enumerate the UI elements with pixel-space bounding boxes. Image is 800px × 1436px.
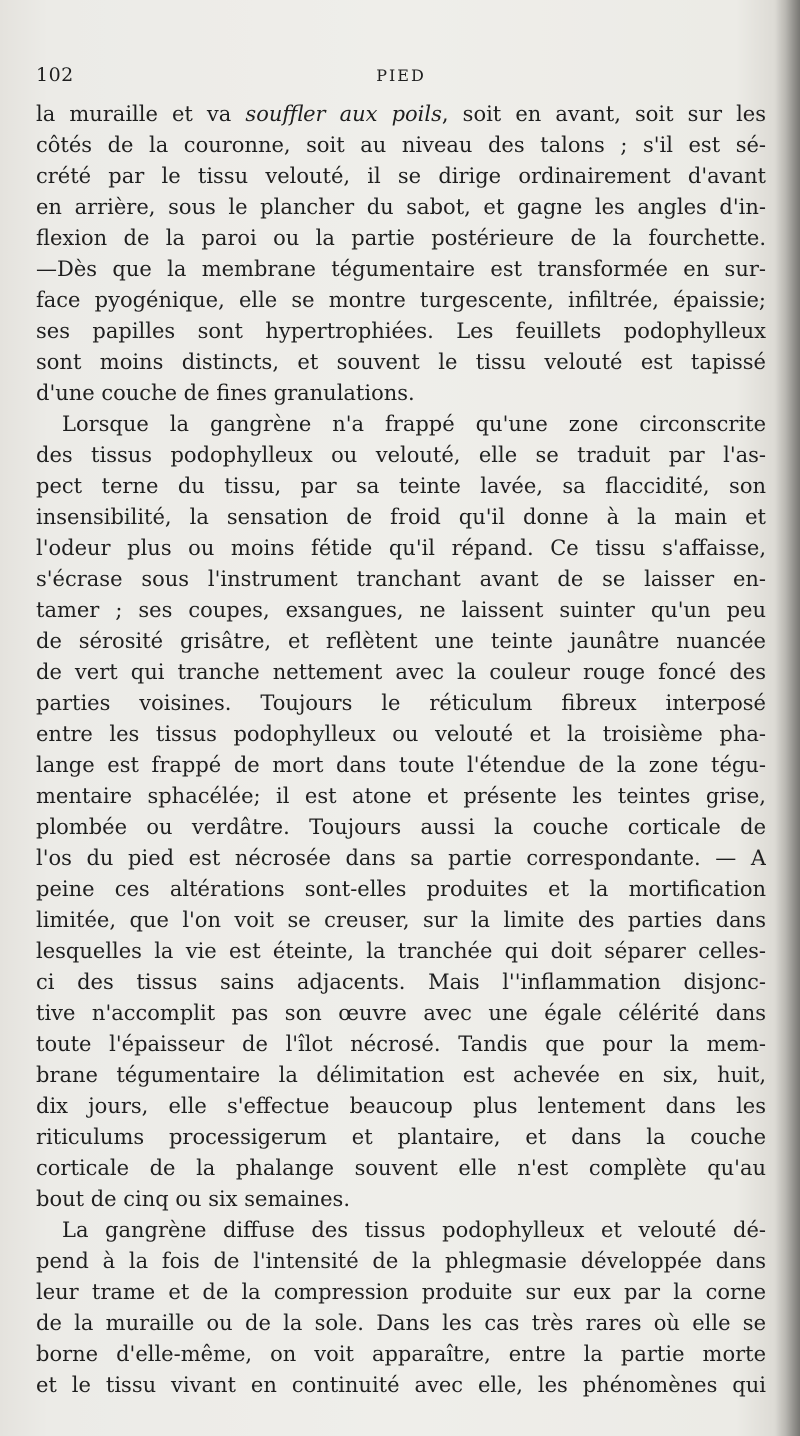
page-spine-shadow: [774, 0, 800, 1436]
text-line: Lorsque la gangrène n'a frappé qu'une zone circonscrite: [62, 412, 766, 436]
text-line: plombée ou verdâtre. Toujours aussi la couche corticale de: [36, 815, 766, 839]
page-header: [36, 64, 766, 94]
text-line: sont moins distincts, et souvent le tissu velouté est tapissé: [36, 350, 766, 374]
text-line: ci des tissus sains adjacents. Mais l''inflammation disjonc-: [36, 970, 766, 994]
text-line: en arrière, sous le plancher du sabot, et gagne les angles d'in-: [36, 195, 766, 219]
text-line: et le tissu vivant en continuité avec elle, les phénomènes qui: [36, 1373, 766, 1397]
text-line: lesquelles la vie est éteinte, la tranchée qui doit séparer celles-: [36, 939, 766, 963]
text-line: toute l'épaisseur de l'îlot nécrosé. Tandis que pour la mem-: [36, 1032, 766, 1056]
text-line: parties voisines. Toujours le réticulum fibreux interposé: [36, 691, 766, 715]
text-line: pend à la fois de l'intensité de la phlegmasie développée dans: [36, 1249, 766, 1273]
text-line: de la muraille ou de la sole. Dans les cas très rares où elle se: [36, 1311, 766, 1335]
text-line: de vert qui tranche nettement avec la couleur rouge foncé des: [36, 660, 766, 684]
text-line: peine ces altérations sont-elles produites et la mortification: [36, 877, 766, 901]
text-line: des tissus podophylleux ou velouté, elle se traduit par l'as-: [36, 443, 766, 467]
text-line: riticulums processigerum et plantaire, et dans la couche: [36, 1125, 766, 1149]
text-line: ses papilles sont hypertrophiées. Les feuillets podophylleux: [36, 319, 766, 343]
text-line: corticale de la phalange souvent elle n'est complète qu'au: [36, 1156, 766, 1180]
text-line: l'odeur plus ou moins fétide qu'il répand. Ce tissu s'affaisse,: [36, 536, 766, 560]
text-line: dix jours, elle s'effectue beaucoup plus lentement dans les: [36, 1094, 766, 1118]
text-line: d'une couche de fines granulations.: [36, 381, 415, 405]
italic-phrase: souffler aux poils: [245, 102, 442, 126]
text-line: lange est frappé de mort dans toute l'étendue de la zone tégu-: [36, 753, 766, 777]
text-line: tamer ; ses coupes, exsangues, ne laissent suinter qu'un peu: [36, 598, 766, 622]
text-line: côtés de la couronne, soit au niveau des talons ; s'il est sé-: [36, 133, 766, 157]
text-line: entre les tissus podophylleux ou velouté et la troisième pha-: [36, 722, 766, 746]
text-line: s'écrase sous l'instrument tranchant avant de se laisser en-: [36, 567, 766, 591]
text-line: la muraille et va souffler aux poils, soit en avant, soit sur les: [36, 102, 766, 126]
text-line: borne d'elle-même, on voit apparaître, entre la partie morte: [36, 1342, 766, 1366]
text-line: mentaire sphacélée; il est atone et présente les teintes grise,: [36, 784, 766, 808]
page-number: 102: [36, 64, 74, 86]
text-line: limitée, que l'on voit se creuser, sur la limite des parties dans: [36, 908, 766, 932]
text-line: brane tégumentaire la délimitation est achevée en six, huit,: [36, 1063, 766, 1087]
text-line: La gangrène diffuse des tissus podophylleux et velouté dé-: [62, 1218, 766, 1242]
text-line: l'os du pied est nécrosée dans sa partie correspondante. — A: [36, 846, 766, 870]
text-line: bout de cinq ou six semaines.: [36, 1187, 351, 1211]
body-text: [36, 99, 766, 1401]
text-line: face pyogénique, elle se montre turgescente, infiltrée, épaissie;: [36, 288, 766, 312]
text-line: leur trame et de la compression produite sur eux par la corne: [36, 1280, 766, 1304]
text-line: —Dès que la membrane tégumentaire est transformée en sur-: [36, 257, 766, 281]
text-line: tive n'accomplit pas son œuvre avec une égale célérité dans: [36, 1001, 766, 1025]
text-line: pect terne du tissu, par sa teinte lavée, sa flaccidité, son: [36, 474, 766, 498]
text-line: flexion de la paroi ou la partie postérieure de la fourchette.: [36, 226, 766, 250]
text-line: crété par le tissu velouté, il se dirige ordinairement d'avant: [36, 164, 766, 188]
text-line: insensibilité, la sensation de froid qu'il donne à la main et: [36, 505, 766, 529]
running-title: PIED: [376, 66, 426, 85]
text-line: de sérosité grisâtre, et reflètent une teinte jaunâtre nuancée: [36, 629, 766, 653]
